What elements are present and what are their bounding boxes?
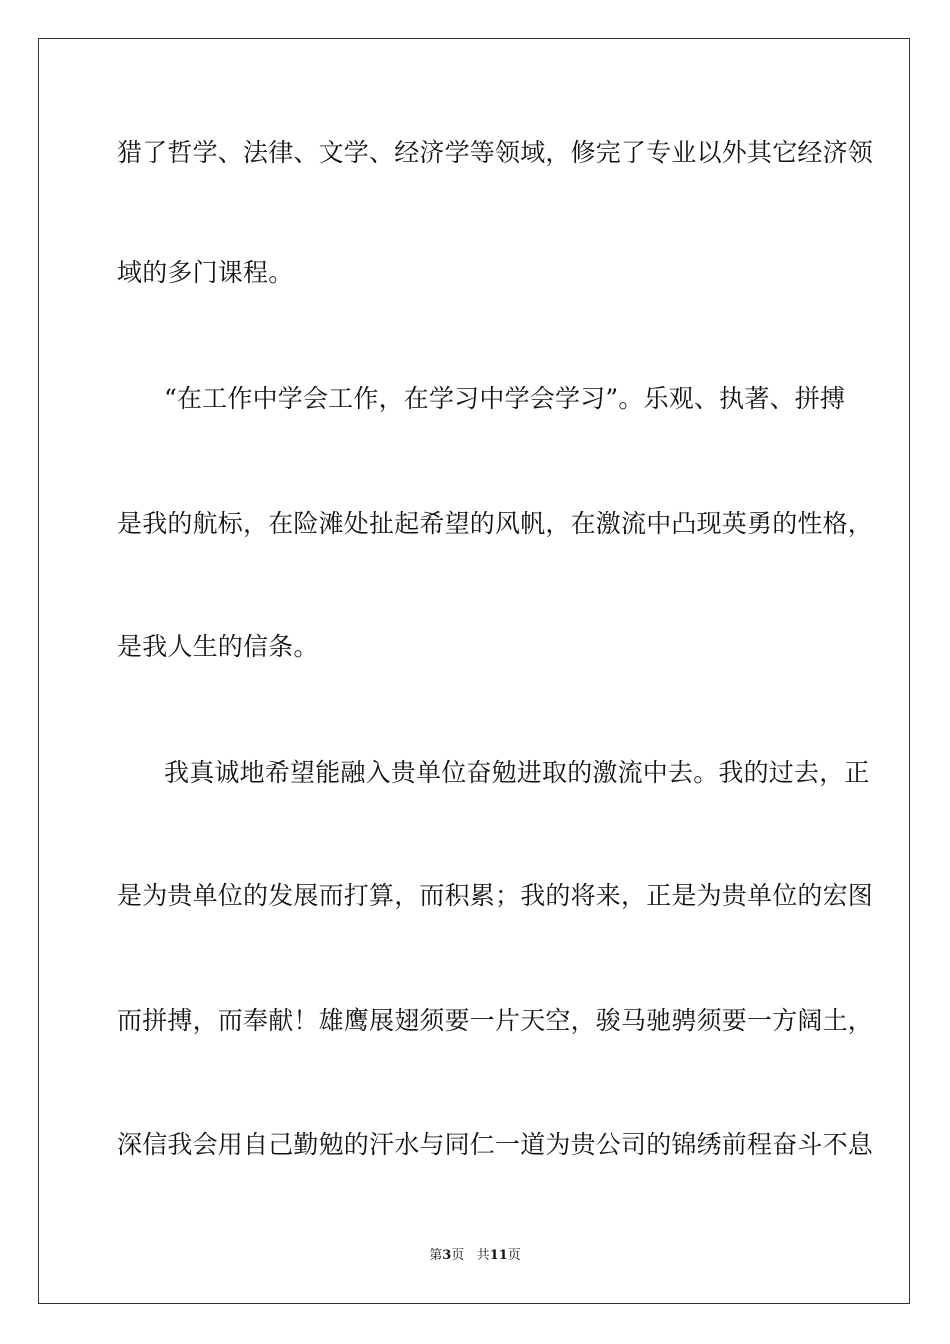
page-suffix: 页 xyxy=(451,1248,465,1263)
total-pages: 11 xyxy=(489,1248,508,1263)
paragraph-line: 是我的航标，在险滩处扯起希望的风帆，在激流中凸现英勇的性格， xyxy=(117,509,874,538)
paragraph-line: 我真诚地希望能融入贵单位奋勉进取的激流中去。我的过去，正 xyxy=(164,758,870,787)
paragraph-line: 是为贵单位的发展而打算，而积累；我的将来，正是为贵单位的宏图 xyxy=(117,881,874,910)
paragraph-line: 是我人生的信条。 xyxy=(117,632,319,661)
paragraph-line: 深信我会用自己勤勉的汗水与同仁一道为贵公司的锦绣前程奋斗不息 xyxy=(117,1130,874,1159)
paragraph-line: 而拼搏，而奉献！雄鹰展翅须要一片天空，骏马驰骋须要一方阔土， xyxy=(117,1006,874,1035)
page-number: 3 xyxy=(442,1248,452,1263)
paragraph-line: 域的多门课程。 xyxy=(117,258,294,287)
total-suffix: 页 xyxy=(507,1248,521,1263)
total-prefix: 共 xyxy=(476,1248,490,1263)
page-border xyxy=(38,38,910,1304)
paragraph-line: “在工作中学会工作，在学习中学会学习”。乐观、执著、拼搏 xyxy=(164,384,846,413)
page-prefix: 第 xyxy=(429,1248,443,1263)
paragraph-line: 猎了哲学、法律、文学、经济学等领域，修完了专业以外其它经济领 xyxy=(117,138,874,167)
page-footer xyxy=(0,1248,950,1264)
